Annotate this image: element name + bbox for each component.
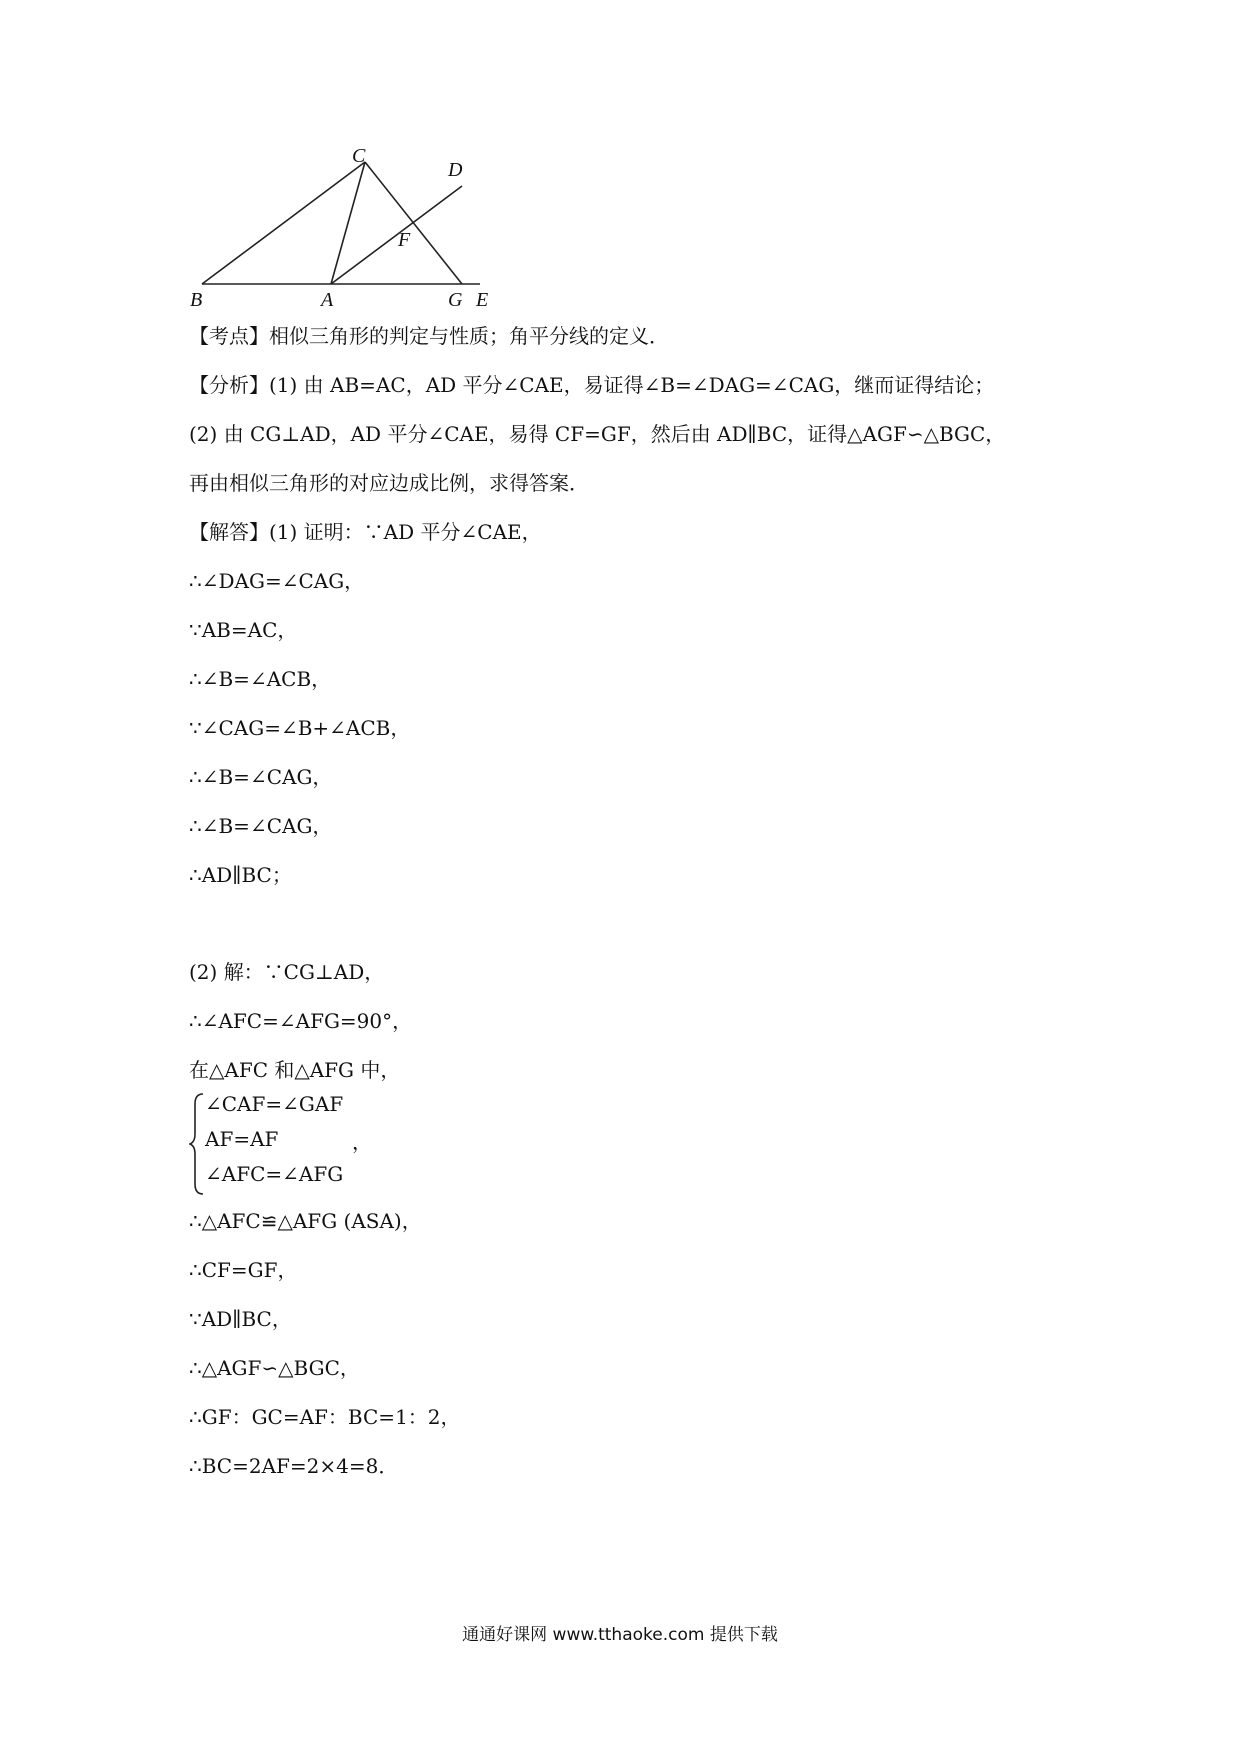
solution-line-6: ∴∠B=∠CAG， — [189, 765, 333, 789]
solution-line-1: 【解答】(1) 证明：∵AD 平分∠CAE， — [189, 520, 542, 544]
system-eq-2: AF=AF — [205, 1127, 279, 1151]
part2-line-9: ∴BC=2AF=2×4=8． — [189, 1454, 399, 1478]
segment-CA — [331, 162, 365, 284]
part2-line-6: ∵AD∥BC， — [189, 1307, 292, 1331]
solution-line-3: ∵AB=AC， — [189, 618, 298, 642]
label-G: G — [448, 289, 463, 311]
label-C: C — [352, 145, 366, 167]
label-A: A — [321, 289, 334, 311]
segment-BC — [202, 162, 365, 284]
solution-line-2: ∴∠DAG=∠CAG， — [189, 569, 365, 593]
footer-watermark: 通通好课网 www.tthaoke.com 提供下载 — [462, 1625, 778, 1645]
kaodian-line: 【考点】相似三角形的判定与性质；角平分线的定义． — [189, 324, 669, 348]
system-eq-3: ∠AFC=∠AFG — [205, 1162, 344, 1186]
analysis-line-1: 【分析】(1) 由 AB=AC，AD 平分∠CAE，易证得∠B=∠DAG=∠CAG，继而证得结论； — [189, 373, 995, 397]
label-F: F — [398, 229, 411, 251]
system-comma: ， — [352, 1130, 372, 1154]
part2-line-8: ∴GF：GC=AF：BC=1：2， — [189, 1405, 461, 1429]
geometry-figure — [180, 140, 520, 318]
part2-line-4: ∴△AFC≌△AFG (ASA)， — [189, 1209, 422, 1233]
solution-line-7: ∴∠B=∠CAG， — [189, 814, 333, 838]
label-D: D — [448, 159, 463, 181]
solution-line-4: ∴∠B=∠ACB， — [189, 667, 332, 691]
label-E: E — [476, 289, 489, 311]
solution-line-8: ∴AD∥BC； — [189, 863, 292, 887]
solution-line-5: ∵∠CAG=∠B+∠ACB， — [189, 716, 411, 740]
analysis-line-3: 再由相似三角形的对应边成比例，求得答案． — [189, 471, 589, 495]
part2-line-7: ∴△AGF∽△BGC， — [189, 1356, 360, 1380]
label-B: B — [190, 289, 203, 311]
part2-line-3: 在△AFC 和△AFG 中， — [189, 1058, 401, 1082]
part2-line-5: ∴CF=GF， — [189, 1258, 298, 1282]
part2-line-2: ∴∠AFC=∠AFG=90°， — [189, 1009, 413, 1033]
analysis-line-2: (2) 由 CG⊥AD，AD 平分∠CAE，易得 CF=GF，然后由 AD∥BC，证得△AGF∽△BGC， — [189, 422, 1006, 446]
system-eq-1: ∠CAF=∠GAF — [205, 1092, 344, 1116]
part2-line-1: (2) 解：∵CG⊥AD， — [189, 960, 385, 984]
